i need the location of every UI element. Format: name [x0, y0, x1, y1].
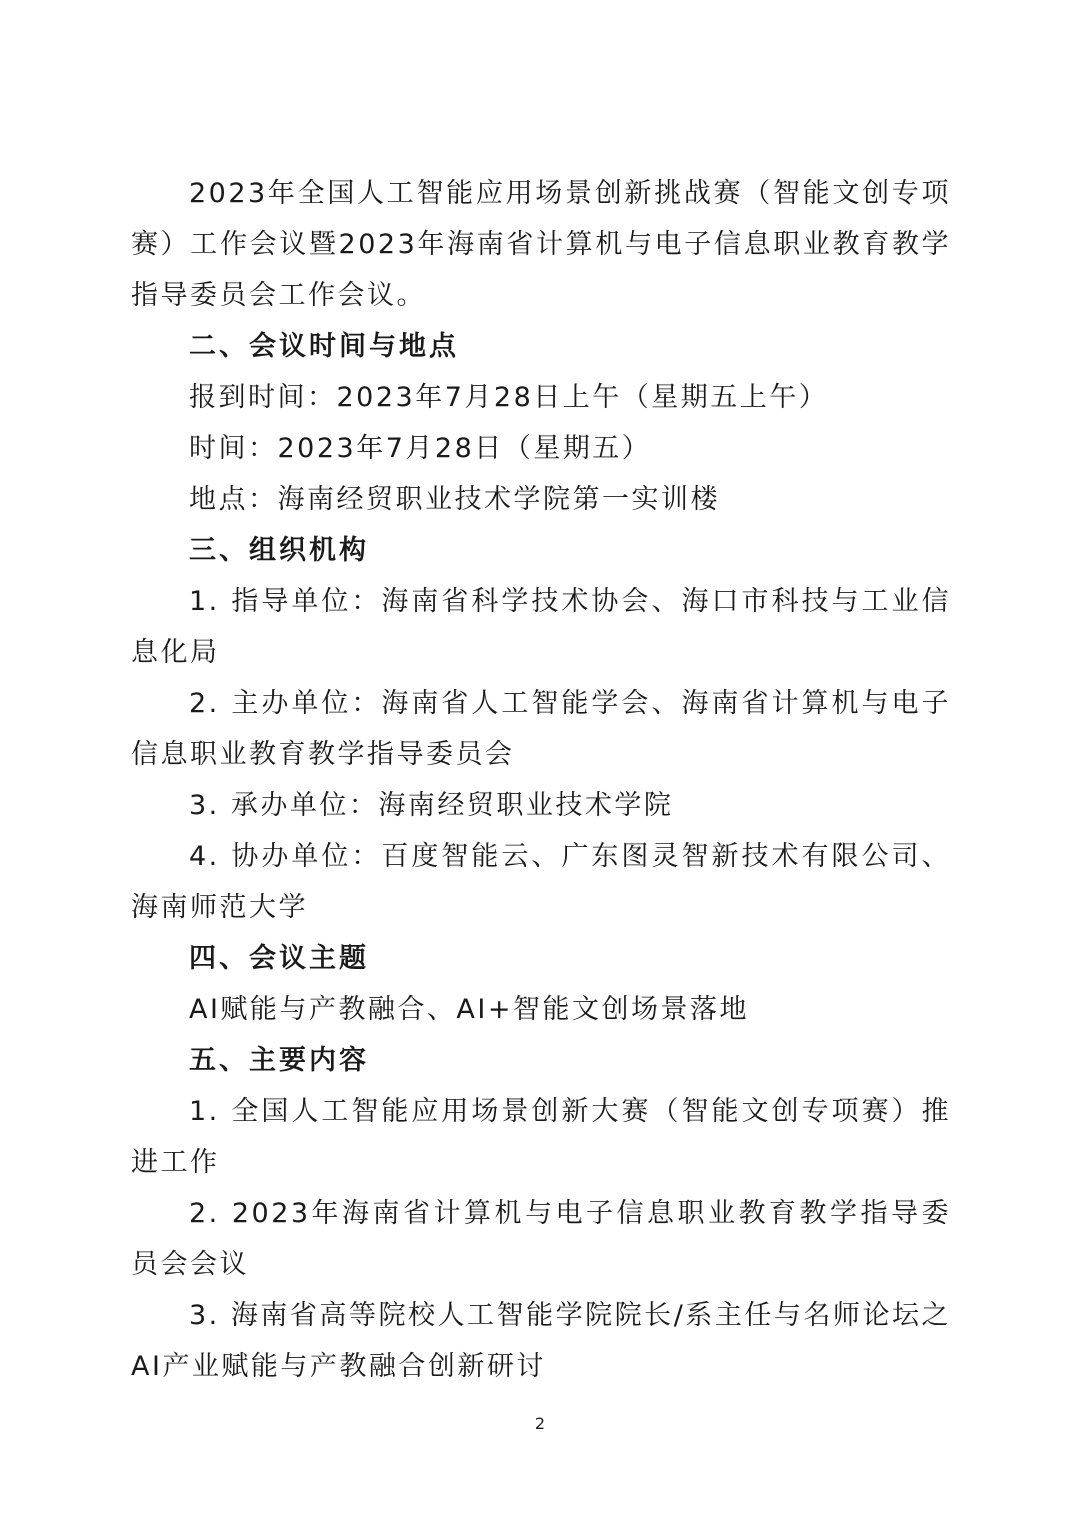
intro-paragraph: 2023年全国人工智能应用场景创新挑战赛（智能文创专项赛）工作会议暨2023年海南省计算机与电子信息职业教育教学指导委员会工作会议。	[131, 178, 951, 311]
section-heading-time-location: 二、会议时间与地点	[189, 331, 459, 362]
meeting-location: 地点：海南经贸职业技术学院第一实训楼	[189, 484, 720, 515]
organization-item: 1. 指导单位：海南省科学技术协会、海口市科技与工业信息化局	[131, 586, 951, 668]
document-body	[131, 168, 951, 1392]
content-item: 3. 海南省高等院校人工智能学院院长/系主任与名师论坛之AI产业赋能与产教融合创新研讨	[131, 1300, 951, 1382]
content-item: 1. 全国人工智能应用场景创新大赛（智能文创专项赛）推进工作	[131, 1096, 951, 1178]
organization-item: 2. 主办单位：海南省人工智能学会、海南省计算机与电子信息职业教育教学指导委员会	[131, 688, 951, 770]
section-heading-theme: 四、会议主题	[189, 943, 369, 974]
meeting-theme: AI赋能与产教融合、AI+智能文创场景落地	[189, 994, 749, 1025]
meeting-time: 时间：2023年7月28日（星期五）	[189, 433, 652, 464]
section-heading-organization: 三、组织机构	[189, 535, 369, 566]
content-item: 2. 2023年海南省计算机与电子信息职业教育教学指导委员会会议	[131, 1198, 951, 1280]
section-heading-content: 五、主要内容	[189, 1045, 369, 1076]
organization-item: 3. 承办单位：海南经贸职业技术学院	[189, 790, 674, 821]
organization-item: 4. 协办单位：百度智能云、广东图灵智新技术有限公司、海南师范大学	[131, 841, 951, 923]
page-number: 2	[534, 1414, 546, 1433]
registration-time: 报到时间：2023年7月28日上午（星期五上午）	[189, 382, 829, 413]
